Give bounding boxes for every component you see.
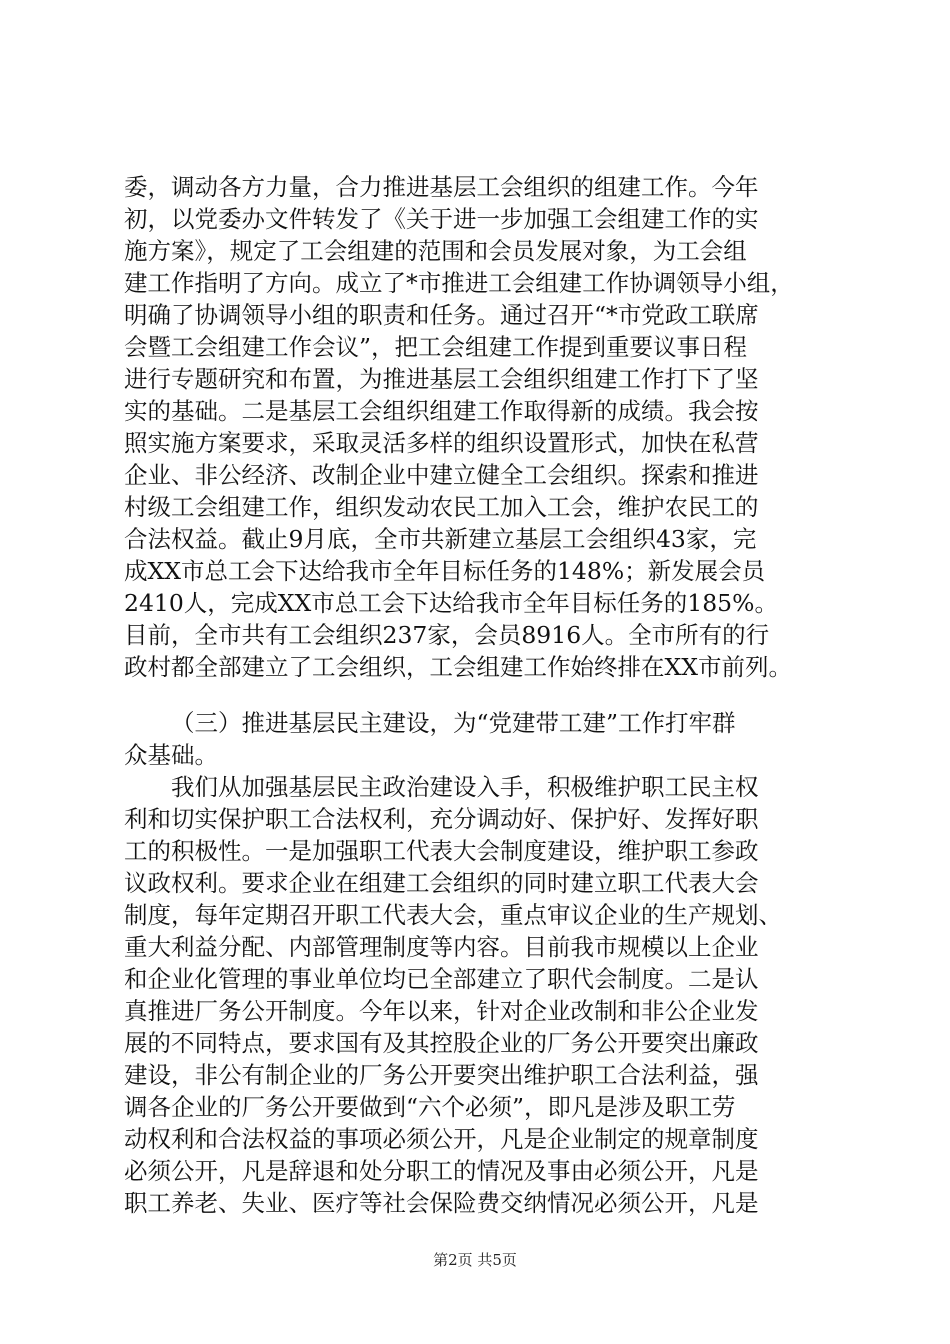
text-line: 照实施方案要求，采取灵活多样的组织设置形式，加快在私营: [124, 429, 759, 457]
text-line: 建设，非公有制企业的厂务公开要突出维护职工合法利益，强: [124, 1061, 759, 1089]
text-line: 2410人，完成XX市总工会下达给我市全年目标任务的185%。: [124, 589, 778, 617]
text-line: 企业、非公经济、改制企业中建立健全工会组织。探索和推进: [124, 461, 759, 489]
text-line: 明确了协调领导小组的职责和任务。通过召开“*市党政工联席: [124, 301, 759, 329]
text-line: 施方案》，规定了工会组建的范围和会员发展对象，为工会组: [124, 237, 747, 265]
page-number-footer: 第2页 共5页: [433, 1251, 517, 1269]
text-line: 制度，每年定期召开职工代表大会，重点审议企业的生产规划、: [124, 901, 782, 929]
text-line: 议政权利。要求企业在组建工会组织的同时建立职工代表大会: [124, 869, 759, 897]
text-line: 展的不同特点，要求国有及其控股企业的厂务公开要突出廉政: [124, 1029, 759, 1057]
paragraph-2: [124, 771, 834, 1219]
text-line: 会暨工会组建工作会议”，把工会组建工作提到重要议事日程: [124, 333, 748, 361]
text-line: 初，以党委办文件转发了《关于进一步加强工会组建工作的实: [124, 205, 759, 233]
document-body: [124, 171, 834, 1219]
text-line: 委，调动各方力量，合力推进基层工会组织的组建工作。今年: [124, 173, 759, 201]
text-line: 我们从加强基层民主政治建设入手，积极维护职工民主权: [171, 773, 759, 801]
section-heading: [124, 707, 834, 771]
text-line: 成XX市总工会下达给我市全年目标任务的148%；新发展会员: [124, 557, 766, 585]
paragraph-1: [124, 171, 834, 683]
text-line: 重大利益分配、内部管理制度等内容。目前我市规模以上企业: [124, 933, 759, 961]
text-line: 政村都全部建立了工会组织，工会组建工作始终排在XX市前列。: [124, 653, 792, 681]
text-line: 村级工会组建工作，组织发动农民工加入工会，维护农民工的: [124, 493, 759, 521]
text-line: 和企业化管理的事业单位均已全部建立了职代会制度。二是认: [124, 965, 759, 993]
text-line: 利和切实保护职工合法权利，充分调动好、保护好、发挥好职: [124, 805, 759, 833]
text-line: 建工作指明了方向。成立了*市推进工会组建工作协调领导小组，: [124, 269, 794, 297]
heading-line: （三）推进基层民主建设，为“党建带工建”工作打牢群: [171, 709, 736, 737]
heading-line: 众基础。: [124, 741, 218, 769]
paragraph-spacer: [124, 683, 834, 707]
text-line: 调各企业的厂务公开要做到“六个必须”，即凡是涉及职工劳: [124, 1093, 736, 1121]
text-line: 必须公开，凡是辞退和处分职工的情况及事由必须公开，凡是: [124, 1157, 759, 1185]
text-line: 实的基础。二是基层工会组织组建工作取得新的成绩。我会按: [124, 397, 759, 425]
text-line: 目前，全市共有工会组织237家，会员8916人。全市所有的行: [124, 621, 770, 649]
text-line: 职工养老、失业、医疗等社会保险费交纳情况必须公开，凡是: [124, 1189, 759, 1217]
text-line: 进行专题研究和布置，为推进基层工会组织组建工作打下了坚: [124, 365, 759, 393]
text-line: 真推进厂务公开制度。今年以来，针对企业改制和非公企业发: [124, 997, 759, 1025]
text-line: 合法权益。截止9月底，全市共新建立基层工会组织43家，完: [124, 525, 757, 553]
text-line: 动权利和合法权益的事项必须公开，凡是企业制定的规章制度: [124, 1125, 759, 1153]
text-line: 工的积极性。一是加强职工代表大会制度建设，维护职工参政: [124, 837, 759, 865]
